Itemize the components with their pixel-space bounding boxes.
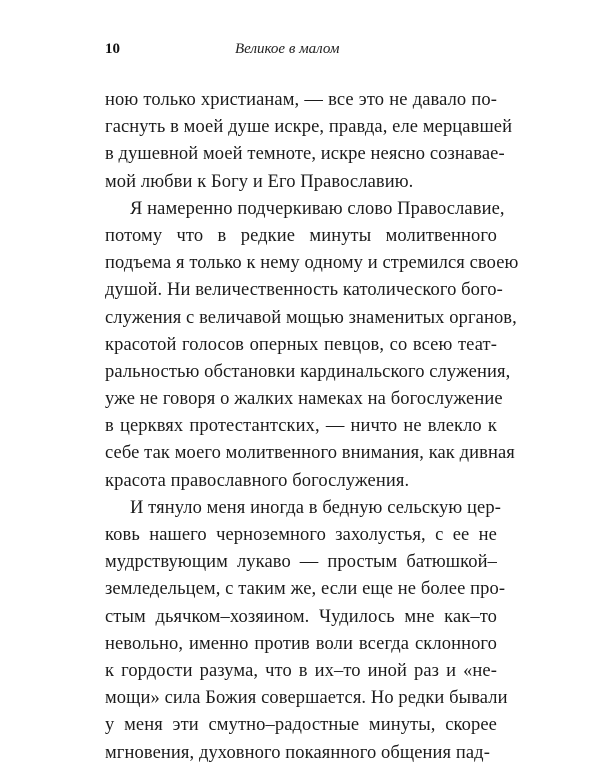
text-line: в душевной моей темноте, искре неясно сознавае- (105, 144, 505, 165)
text-line: к гордости разума, что в их–то иной раз и «не- (105, 660, 497, 681)
text-line: земледельцем, с таким же, если еще не более про- (105, 579, 506, 600)
text-line: мгновения, духовного покаянного общения пад- (105, 742, 490, 763)
text-line: служения с величавой мощью знаменитых органов, (105, 307, 517, 328)
text-line: потому что в редкие минуты молитвенного (105, 225, 497, 246)
text-line: душой. Ни величественность католического бого- (105, 280, 503, 301)
paragraph (105, 196, 519, 495)
text-line: гаснуть в моей душе искре, правда, еле мерцавшей (105, 117, 513, 138)
body-text (105, 87, 519, 767)
text-line: себе так моего молитвенного внимания, как дивная (105, 443, 515, 464)
text-line: у меня эти смутно–радостные минуты, скорее (105, 715, 497, 736)
text-line: подъема я только к нему одному и стремился своею (105, 253, 519, 274)
page-number: 10 (105, 41, 120, 57)
text-line: красотой голосов оперных певцов, со всею теат- (105, 334, 497, 355)
text-line: ковь нашего черноземного захолустья, с ее не (105, 525, 497, 545)
paragraph (105, 87, 513, 196)
text-line: невольно, именно против воли всегда склонного (105, 633, 497, 654)
page-header (105, 41, 497, 63)
text-line: уже не говоря о жалких намеках на богослужение (105, 389, 503, 410)
text-line: ральностью обстановки кардинальского служения, (105, 361, 511, 382)
running-title: Великое в малом (235, 41, 340, 57)
text-line: стым дьячком–хозяином. Чудилось мне как–то (105, 606, 497, 627)
text-line: в церквях протестантских, — ничто не влекло к (105, 416, 497, 437)
text-line: мощи» сила Божия совершается. Но редки бывали (105, 688, 508, 709)
text-line: мой любви к Богу и Его Православию. (105, 171, 414, 192)
text-line: ною только христианам, — все это не давало по- (105, 90, 497, 110)
paragraph (105, 495, 508, 767)
text-line: мудрствующим лукаво — простым батюшкой– (105, 552, 497, 573)
text-line: И тянуло меня иногда в бедную сельскую цер- (130, 497, 501, 518)
text-line: Я намеренно подчеркиваю слово Православие, (130, 198, 505, 219)
text-line: красота православного богослужения. (105, 470, 410, 491)
